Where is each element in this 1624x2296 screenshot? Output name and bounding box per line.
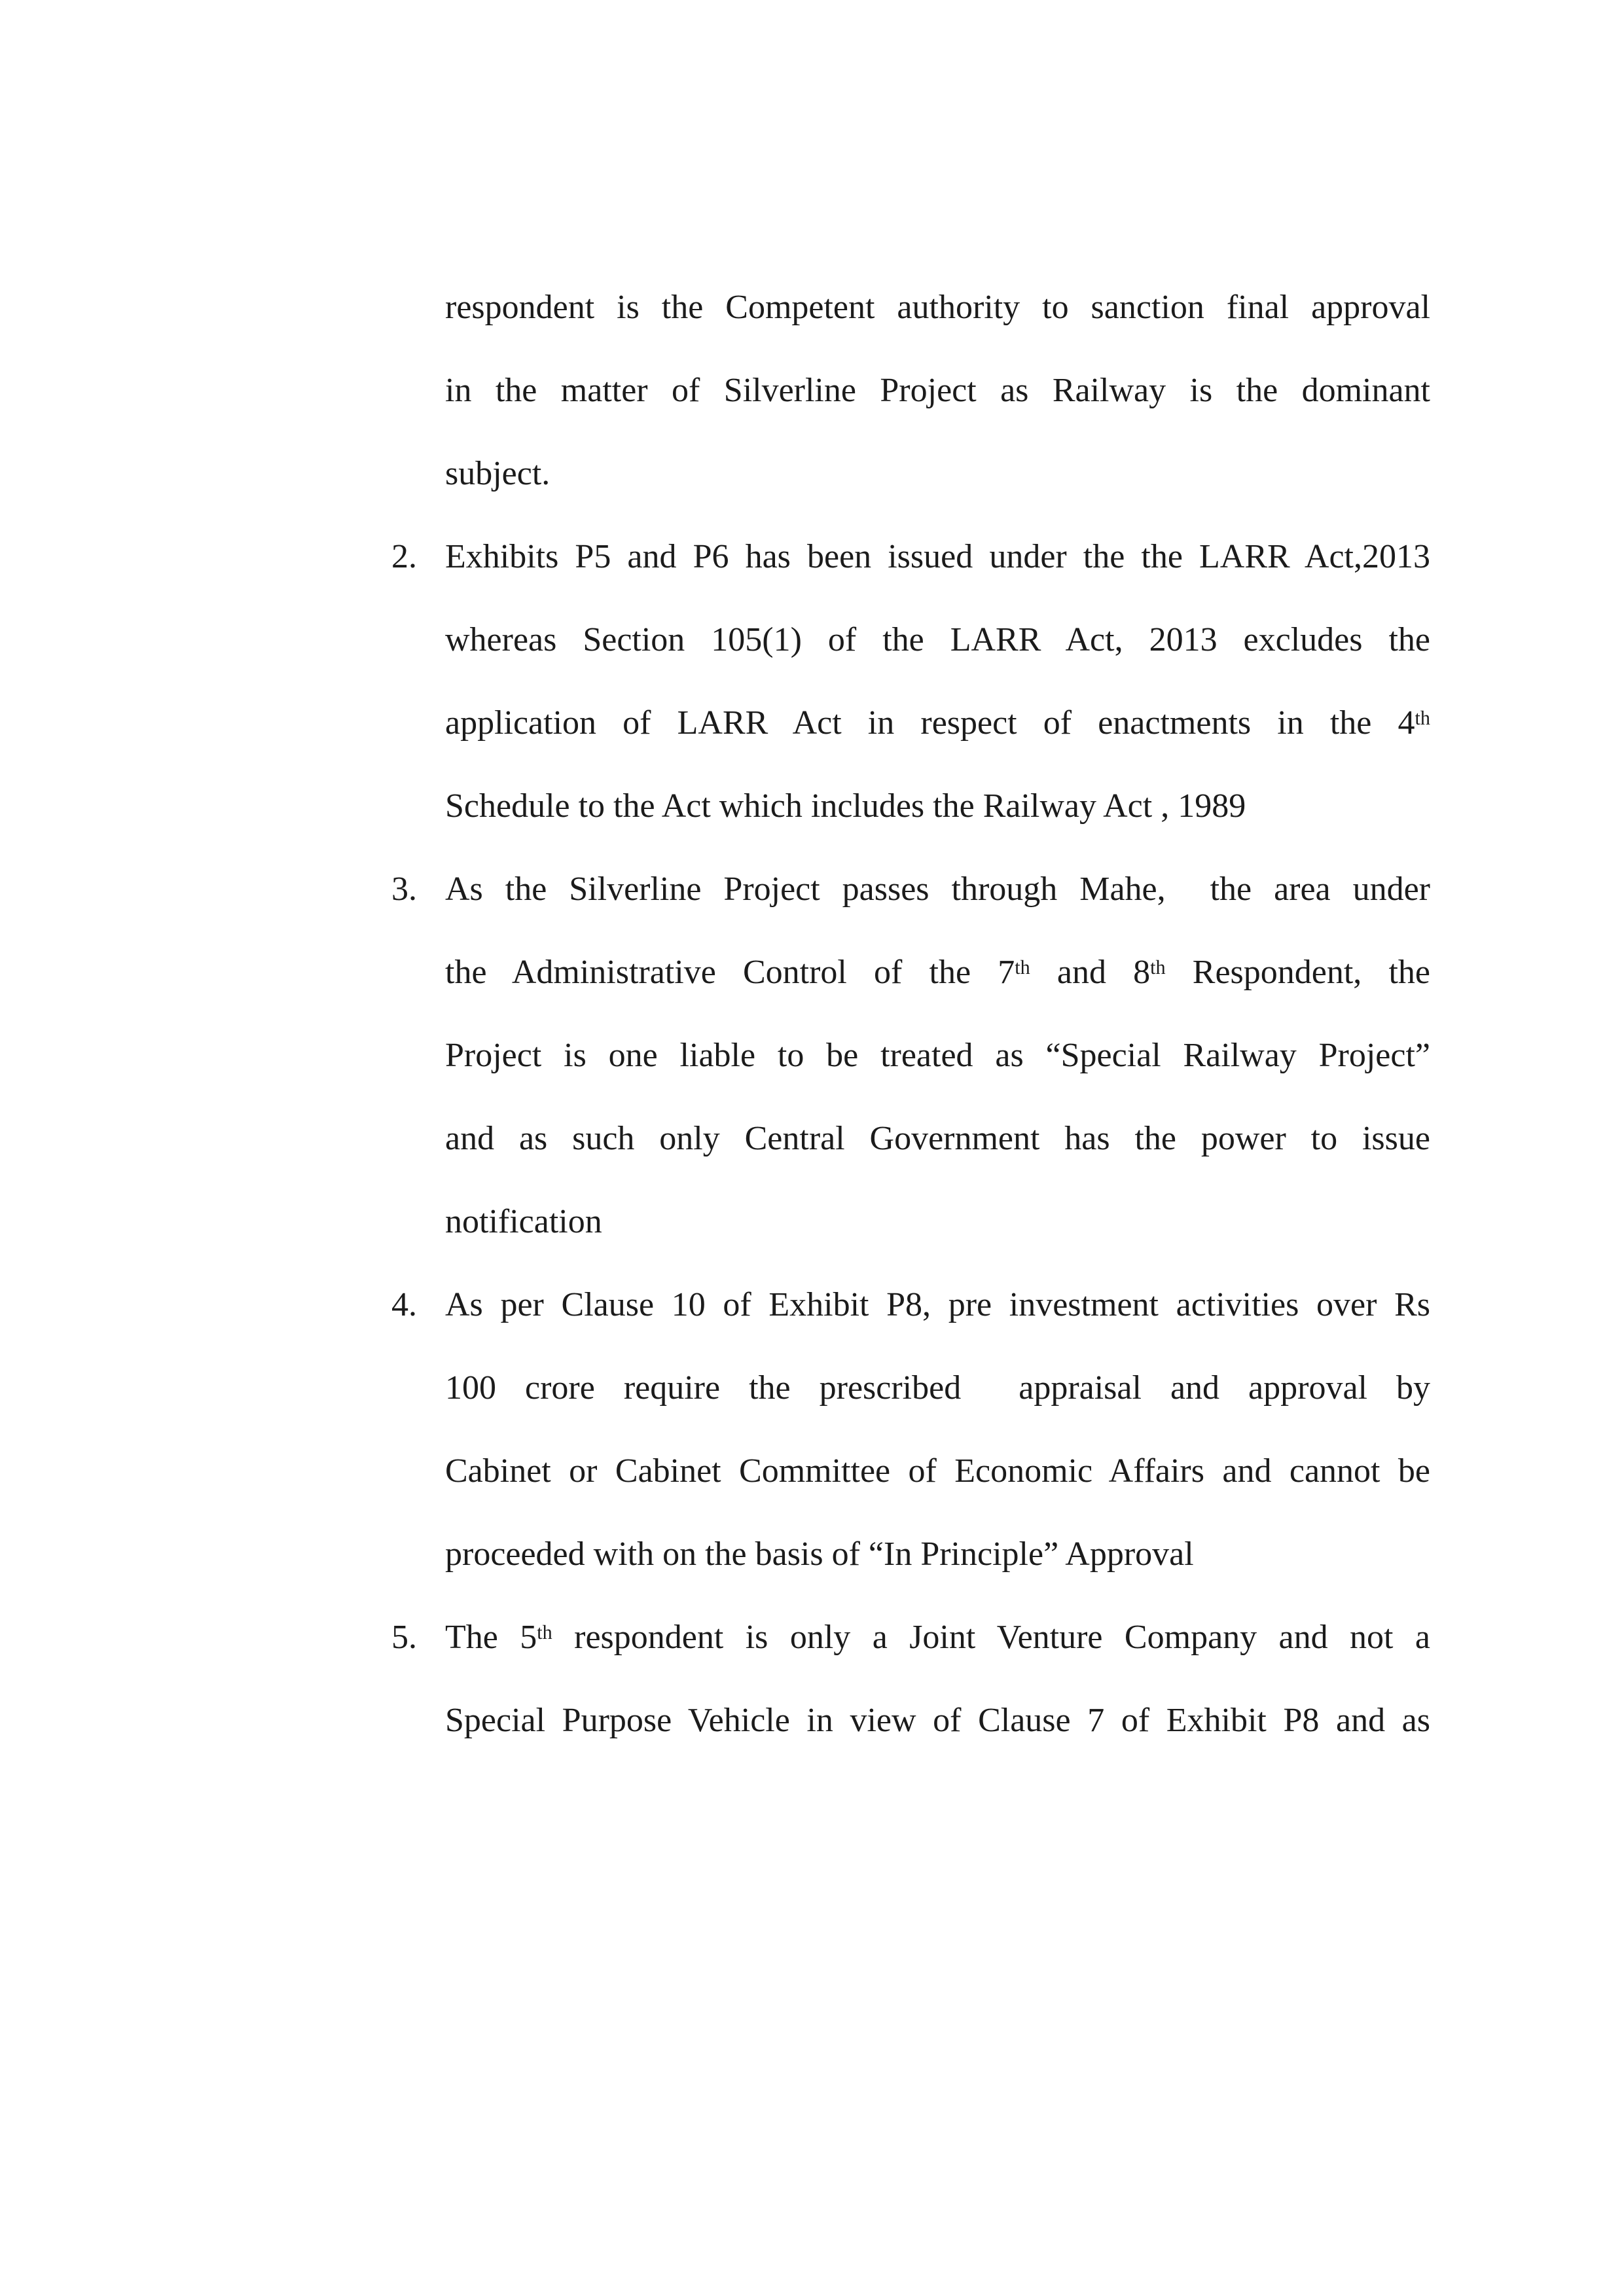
list-number: 4.: [391, 1286, 417, 1323]
text-line: notification: [445, 1203, 602, 1240]
text-line: whereas Section 105(1) of the LARR Act, 2013 excludes the: [445, 621, 1430, 658]
paragraph-3: [391, 848, 1430, 1263]
list-number: 5.: [391, 1619, 417, 1656]
paragraph-4: [391, 1263, 1430, 1596]
text-line: As per Clause 10 of Exhibit P8, pre investment activities over Rs: [445, 1286, 1430, 1323]
text-line: 100 crore require the prescribed appraisal and approval by: [445, 1369, 1430, 1407]
text-line: and as such only Central Government has the power to issue: [445, 1120, 1430, 1157]
text-line: the Administrative Control of the 7th and 8th Respondent, the: [445, 954, 1430, 991]
text-line: proceeded with on the basis of “In Principle” Approval: [445, 1535, 1194, 1573]
paragraph-5: [391, 1596, 1430, 1762]
text-line: Special Purpose Vehicle in view of Clause 7 of Exhibit P8 and as: [445, 1702, 1430, 1739]
text-block: [391, 266, 1430, 1762]
list-number: 2.: [391, 538, 417, 575]
list-number: 3.: [391, 870, 417, 908]
text-line: respondent is the Competent authority to sanction final approval: [445, 289, 1430, 326]
text-line: in the matter of Silverline Project as Railway is the dominant: [445, 372, 1430, 409]
text-line: subject.: [445, 455, 550, 492]
text-line: application of LARR Act in respect of enactments in the 4th: [445, 704, 1430, 742]
text-line: Project is one liable to be treated as “Special Railway Project”: [445, 1037, 1430, 1074]
text-line: Cabinet or Cabinet Committee of Economic Affairs and cannot be: [445, 1452, 1430, 1490]
text-line: As the Silverline Project passes through Mahe, the area under: [445, 870, 1430, 908]
text-line: The 5th respondent is only a Joint Venture Company and not a: [445, 1619, 1430, 1656]
text-line: Schedule to the Act which includes the Railway Act , 1989: [445, 787, 1246, 825]
paragraph-2: [391, 515, 1430, 848]
paragraph-1-continuation: [445, 266, 1430, 515]
text-line: Exhibits P5 and P6 has been issued under the the LARR Act,2013: [445, 538, 1430, 575]
